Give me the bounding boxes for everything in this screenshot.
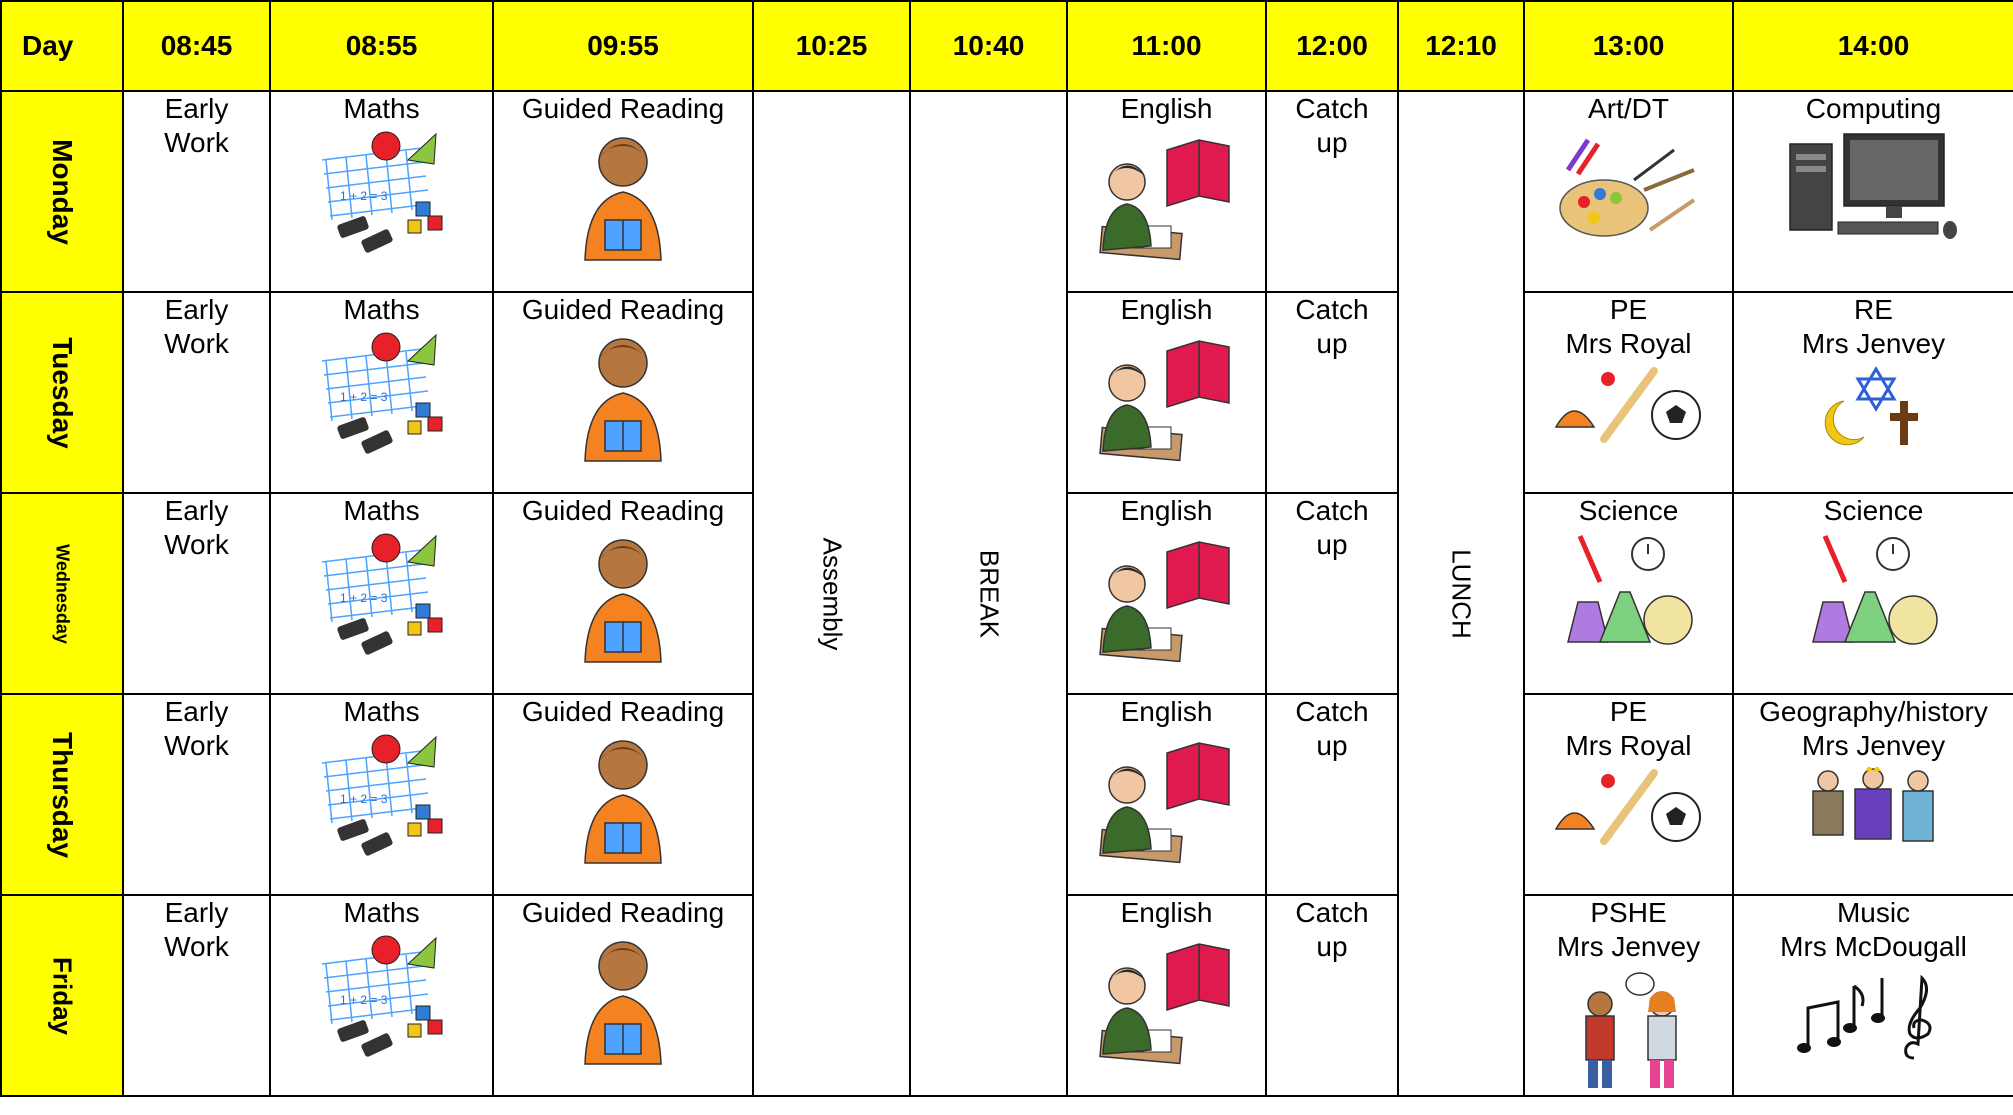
guided-reading-label: Guided Reading: [521, 294, 725, 325]
early-work-label: Work: [164, 730, 229, 761]
day-label: Friday: [47, 956, 78, 1035]
early-work-label: Early: [164, 696, 229, 727]
afternoon-1-cell: [1524, 694, 1733, 895]
maths-icon: [312, 934, 452, 1064]
child-reading-icon: [577, 532, 669, 664]
music-notes-icon: [1794, 968, 1954, 1064]
afternoon-2-cell: [1733, 895, 2013, 1096]
afternoon-2-cell: [1733, 292, 2013, 493]
english-cell: [1067, 694, 1266, 895]
day-label: Thursday: [47, 731, 78, 858]
maths-icon: [312, 130, 452, 260]
child-reading-icon: [577, 934, 669, 1066]
teacher-label: Mrs McDougall: [1780, 931, 1967, 962]
guided-reading-cell: [493, 694, 753, 895]
child-reading-icon: [577, 130, 669, 262]
early-work-cell: [123, 91, 270, 292]
guided-reading-label: Guided Reading: [521, 696, 725, 727]
day-label: Wednesday: [52, 543, 73, 644]
teacher-label: Mrs Royal: [1565, 328, 1692, 359]
guided-reading-cell: [493, 895, 753, 1096]
early-work-label: Early: [164, 294, 229, 325]
day-cell: [1, 895, 123, 1096]
catch-up-label: Catch: [1295, 93, 1369, 124]
header-time-1210: 12:10: [1398, 1, 1524, 91]
english-cell: [1067, 895, 1266, 1096]
afternoon-1-cell: [1524, 895, 1733, 1096]
subject-label: Computing: [1805, 93, 1942, 124]
break-label: BREAK: [974, 549, 1004, 638]
maths-label: Maths: [343, 93, 420, 124]
day-cell: [1, 91, 123, 292]
maths-cell: [270, 895, 493, 1096]
english-cell: [1067, 493, 1266, 694]
child-writing-icon: [1097, 130, 1237, 262]
catch-up-cell: [1266, 895, 1398, 1096]
early-work-label: Work: [164, 127, 229, 158]
teacher-label: Mrs Jenvey: [1556, 931, 1701, 962]
break-band: [910, 91, 1067, 1096]
english-label: English: [1120, 294, 1213, 325]
assembly-label: Assembly: [817, 537, 847, 650]
sports-equipment-icon: [1554, 767, 1704, 845]
early-work-label: Work: [164, 931, 229, 962]
maths-label: Maths: [343, 897, 420, 928]
guided-reading-cell: [493, 292, 753, 493]
day-cell: [1, 694, 123, 895]
maths-label: Maths: [343, 294, 420, 325]
catch-up-cell: [1266, 91, 1398, 292]
day-label: Tuesday: [47, 336, 78, 449]
english-cell: [1067, 292, 1266, 493]
child-writing-icon: [1097, 331, 1237, 463]
day-cell: [1, 493, 123, 694]
historical-figures-icon: [1799, 767, 1949, 847]
maths-cell: [270, 493, 493, 694]
header-time-0845: 08:45: [123, 1, 270, 91]
early-work-label: Early: [164, 897, 229, 928]
maths-label: Maths: [343, 696, 420, 727]
art-supplies-icon: [1554, 130, 1704, 248]
child-writing-icon: [1097, 733, 1237, 865]
subject-label: PE: [1609, 696, 1648, 727]
english-label: English: [1120, 897, 1213, 928]
science-flasks-icon: [1564, 532, 1694, 650]
catch-up-label: up: [1316, 328, 1348, 359]
subject-label: PE: [1609, 294, 1648, 325]
afternoon-2-cell: [1733, 694, 2013, 895]
english-label: English: [1120, 696, 1213, 727]
assembly-band: [753, 91, 910, 1096]
teacher-label: Mrs Jenvey: [1801, 328, 1946, 359]
afternoon-1-cell: [1524, 493, 1733, 694]
teacher-label: Mrs Jenvey: [1801, 730, 1946, 761]
early-work-label: Work: [164, 328, 229, 359]
subject-label: PSHE: [1590, 897, 1667, 928]
english-label: English: [1120, 93, 1213, 124]
header-row: [1, 1, 2013, 91]
catch-up-label: up: [1316, 730, 1348, 761]
child-reading-icon: [577, 733, 669, 865]
header-time-0955: 09:55: [493, 1, 753, 91]
lunch-band: [1398, 91, 1524, 1096]
catch-up-label: up: [1316, 931, 1348, 962]
english-label: English: [1120, 495, 1213, 526]
guided-reading-cell: [493, 493, 753, 694]
catch-up-label: Catch: [1295, 294, 1369, 325]
afternoon-1-cell: [1524, 91, 1733, 292]
sports-equipment-icon: [1554, 365, 1704, 443]
early-work-label: Early: [164, 495, 229, 526]
header-time-1100: 11:00: [1067, 1, 1266, 91]
row-monday: [1, 91, 2013, 292]
child-reading-icon: [577, 331, 669, 463]
header-time-1300: 13:00: [1524, 1, 1733, 91]
catch-up-cell: [1266, 292, 1398, 493]
maths-icon: [312, 532, 452, 662]
early-work-cell: [123, 292, 270, 493]
early-work-cell: [123, 493, 270, 694]
catch-up-label: Catch: [1295, 897, 1369, 928]
header-time-1400: 14:00: [1733, 1, 2013, 91]
catch-up-cell: [1266, 493, 1398, 694]
subject-label: Art/DT: [1588, 93, 1669, 124]
subject-label: Science: [1823, 495, 1924, 526]
maths-label: Maths: [343, 495, 420, 526]
early-work-cell: [123, 895, 270, 1096]
header-time-1040: 10:40: [910, 1, 1067, 91]
maths-cell: [270, 694, 493, 895]
subject-label: RE: [1854, 294, 1893, 325]
english-cell: [1067, 91, 1266, 292]
early-work-cell: [123, 694, 270, 895]
maths-icon: [312, 733, 452, 863]
maths-icon: [312, 331, 452, 461]
catch-up-cell: [1266, 694, 1398, 895]
teacher-label: Mrs Royal: [1565, 730, 1692, 761]
catch-up-label: Catch: [1295, 495, 1369, 526]
maths-cell: [270, 292, 493, 493]
subject-label: Science: [1578, 495, 1679, 526]
maths-cell: [270, 91, 493, 292]
catch-up-label: up: [1316, 127, 1348, 158]
day-label: Monday: [47, 138, 78, 245]
guided-reading-label: Guided Reading: [521, 93, 725, 124]
subject-label: Music: [1836, 897, 1911, 928]
afternoon-2-cell: [1733, 493, 2013, 694]
guided-reading-label: Guided Reading: [521, 495, 725, 526]
header-time-1200: 12:00: [1266, 1, 1398, 91]
day-cell: [1, 292, 123, 493]
header-day: Day: [1, 1, 123, 91]
early-work-label: Work: [164, 529, 229, 560]
header-time-0855: 08:55: [270, 1, 493, 91]
header-time-1025: 10:25: [753, 1, 910, 91]
afternoon-2-cell: [1733, 91, 2013, 292]
religion-symbols-icon: [1814, 365, 1934, 447]
subject-label: Geography/history: [1759, 696, 1988, 727]
afternoon-1-cell: [1524, 292, 1733, 493]
children-talking-icon: [1564, 968, 1694, 1094]
child-writing-icon: [1097, 532, 1237, 664]
child-writing-icon: [1097, 934, 1237, 1066]
catch-up-label: Catch: [1295, 696, 1369, 727]
early-work-label: Early: [164, 93, 229, 124]
guided-reading-label: Guided Reading: [521, 897, 725, 928]
computer-icon: [1786, 130, 1962, 248]
science-flasks-icon: [1809, 532, 1939, 650]
guided-reading-cell: [493, 91, 753, 292]
lunch-label: LUNCH: [1446, 548, 1477, 639]
catch-up-label: up: [1316, 529, 1348, 560]
